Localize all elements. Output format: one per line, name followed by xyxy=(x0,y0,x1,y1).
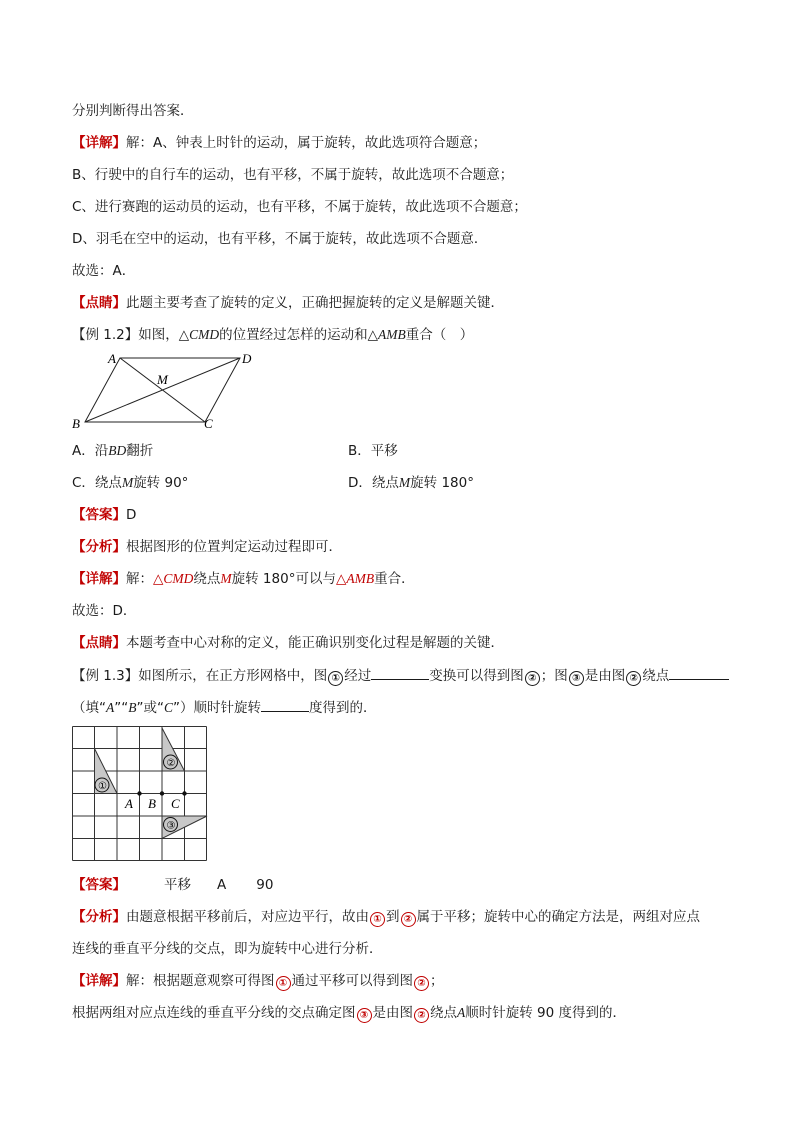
question-stem xyxy=(72,326,473,344)
stem-text: ”“ xyxy=(114,700,129,716)
triangle-symbol: △ xyxy=(178,327,190,343)
detail-text: 绕点 xyxy=(193,571,221,587)
text-line xyxy=(72,166,513,184)
stem-text: ”）顺时针旋转 xyxy=(173,700,262,716)
option-text: 翻折 xyxy=(126,443,154,459)
analysis-line xyxy=(72,908,700,927)
option-d xyxy=(348,474,474,492)
triangle-symbol: △ xyxy=(153,571,164,587)
analysis-line-2 xyxy=(72,940,383,958)
label-b: B xyxy=(72,416,80,431)
answer-line xyxy=(72,876,273,894)
detail-line xyxy=(72,972,444,991)
stem-text: 是由图 xyxy=(584,668,626,684)
math-a: A xyxy=(106,700,115,715)
diagonal-bd xyxy=(85,358,240,422)
math-c: C xyxy=(164,700,174,715)
math-b: B xyxy=(128,700,137,715)
comment-text: 此题主要考查了旋转的定义，正确把握旋转的定义是解题关键． xyxy=(126,295,504,311)
comment-tag: 【点睛】 xyxy=(72,635,126,651)
paragraph-text: 分别判断得出答案． xyxy=(72,103,194,119)
analysis-tag: 【分析】 xyxy=(72,539,126,555)
option-explanation-d: D、羽毛在空中的运动，也有平移，不属于旋转，故此选项不合题意． xyxy=(72,231,488,247)
point-a xyxy=(137,791,141,795)
detail-text: 解：根据题意观察可得图 xyxy=(126,973,275,989)
figure-2-mark: ② xyxy=(166,758,176,769)
comment-text: 本题考查中心对称的定义，能正确识别变化过程是解题的关键． xyxy=(126,635,504,651)
detail-text: ； xyxy=(430,973,444,989)
math-bd: BD xyxy=(108,443,127,458)
answer-blank-2 xyxy=(669,665,729,680)
point-c xyxy=(182,791,186,795)
detail-text: 绕点 xyxy=(430,1005,457,1021)
option-text: D．绕点 xyxy=(348,475,399,491)
circled-number-2: ② xyxy=(414,1008,429,1023)
answer-blank-1 xyxy=(371,665,429,680)
stem-text: 的位置经过怎样的运动和 xyxy=(219,327,368,343)
grid-label-c: C xyxy=(171,796,180,811)
option-b xyxy=(348,442,398,460)
answer-line xyxy=(72,506,136,524)
text-line xyxy=(72,262,135,280)
answer-blank-3 xyxy=(261,697,309,712)
analysis-text: 由题意根据平移前后，对应边平行，故由 xyxy=(126,909,369,925)
figure-3-mark: ③ xyxy=(166,820,176,832)
option-explanation-c: C、进行赛跑的运动员的运动，也有平移，不属于旋转，故此选项不合题意； xyxy=(72,199,527,215)
stem-text: ；图 xyxy=(540,668,568,684)
grid-figure xyxy=(72,726,212,864)
circled-number-2: ② xyxy=(401,912,416,927)
math-amb: AMB xyxy=(378,327,406,342)
figure-1-mark: ① xyxy=(98,781,107,792)
question-label: 【例 1.2】 xyxy=(72,327,139,343)
comment-line xyxy=(72,294,504,312)
label-d: D xyxy=(242,351,252,366)
answer-1: 平移 xyxy=(164,877,191,893)
question-stem xyxy=(72,665,729,686)
math-cmd: CMD xyxy=(163,571,194,586)
analysis-text: 根据图形的位置判定运动过程即可． xyxy=(126,539,342,555)
option-text: C．绕点 xyxy=(72,475,122,491)
stem-text: 如图所示，在正方形网格中，图 xyxy=(138,668,328,684)
question-label: 【例 1.3】 xyxy=(72,668,139,684)
label-c: C xyxy=(204,416,213,431)
detail-text: 解： xyxy=(126,571,153,587)
detail-text: 解：A、钟表上时针的运动，属于旋转，故此选项符合题意； xyxy=(126,135,487,151)
question-stem-line2 xyxy=(72,697,377,717)
detail-tag: 【详解】 xyxy=(72,571,126,587)
comment-line xyxy=(72,634,504,652)
answer-tag: 【答案】 xyxy=(72,507,126,523)
circled-number-2: ② xyxy=(626,671,641,686)
option-a xyxy=(72,442,153,460)
text-line xyxy=(72,230,487,248)
option-text: B．平移 xyxy=(348,443,398,459)
circled-number-2: ② xyxy=(525,671,540,686)
stem-text: （填“ xyxy=(72,700,106,716)
stem-text: 绕点 xyxy=(642,668,670,684)
detail-text: 顺时针旋转 90 度得到的． xyxy=(465,1005,627,1021)
math-amb: AMB xyxy=(346,571,375,586)
analysis-tag: 【分析】 xyxy=(72,909,126,925)
detail-line xyxy=(72,134,486,152)
circled-number-3: ③ xyxy=(357,1008,372,1023)
detail-tag: 【详解】 xyxy=(72,973,126,989)
circled-number-2: ② xyxy=(414,976,429,991)
stem-text: 变换可以得到图 xyxy=(429,668,524,684)
answer-tag: 【答案】 xyxy=(72,877,126,893)
answer-text: D xyxy=(126,507,137,523)
circled-number-1: ① xyxy=(328,671,343,686)
stem-text: 重合（ ） xyxy=(405,327,474,343)
detail-text: 是由图 xyxy=(372,1005,413,1021)
option-text: 旋转 180° xyxy=(410,475,474,491)
detail-line xyxy=(72,570,415,588)
stem-text: 经过 xyxy=(344,668,372,684)
stem-text: 度得到的． xyxy=(309,700,377,716)
option-explanation-b: B、行驶中的自行车的运动，也有平移，不属于旋转，故此选项不合题意； xyxy=(72,167,514,183)
detail-line-2 xyxy=(72,1004,626,1023)
parallelogram-figure xyxy=(70,348,260,432)
label-m: M xyxy=(157,372,168,387)
triangle-symbol: △ xyxy=(367,327,379,343)
detail-text: 根据两组对应点连线的垂直平分线的交点确定图 xyxy=(72,1005,356,1021)
option-text: A．沿 xyxy=(72,443,109,459)
choose-text: 故选：A． xyxy=(72,263,136,279)
math-m: M xyxy=(220,571,232,586)
detail-tag: 【详解】 xyxy=(72,135,126,151)
analysis-text: 到 xyxy=(386,909,400,925)
point-b xyxy=(160,791,164,795)
answer-2: A xyxy=(217,877,227,893)
stem-text: ”或“ xyxy=(136,700,164,716)
comment-tag: 【点睛】 xyxy=(72,295,126,311)
answer-3: 90 xyxy=(256,877,274,893)
circled-number-1: ① xyxy=(276,976,291,991)
analysis-text: 属于平移；旋转中心的确定方法是，两组对应点 xyxy=(416,909,700,925)
label-a: A xyxy=(108,351,116,366)
analysis-text: 连线的垂直平分线的交点，即为旋转中心进行分析． xyxy=(72,941,383,957)
detail-text: 旋转 180°可以与 xyxy=(231,571,336,587)
detail-text: 重合． xyxy=(374,571,415,587)
circled-number-1: ① xyxy=(370,912,385,927)
math-a: A xyxy=(457,1005,466,1020)
triangle-symbol: △ xyxy=(335,571,347,587)
analysis-line xyxy=(72,538,342,556)
text-line xyxy=(72,102,194,120)
stem-text: 如图， xyxy=(138,327,179,343)
text-line xyxy=(72,602,136,620)
option-c xyxy=(72,474,188,492)
text-line xyxy=(72,198,527,216)
circled-number-3: ③ xyxy=(569,671,584,686)
grid-label-a: A xyxy=(125,796,133,811)
grid-label-b: B xyxy=(148,796,156,811)
math-m: M xyxy=(398,475,411,490)
math-cmd: CMD xyxy=(189,327,220,342)
choose-text: 故选：D． xyxy=(72,603,137,619)
detail-text: 通过平移可以得到图 xyxy=(291,973,413,989)
option-text: 旋转 90° xyxy=(133,475,189,491)
math-m: M xyxy=(121,475,134,490)
